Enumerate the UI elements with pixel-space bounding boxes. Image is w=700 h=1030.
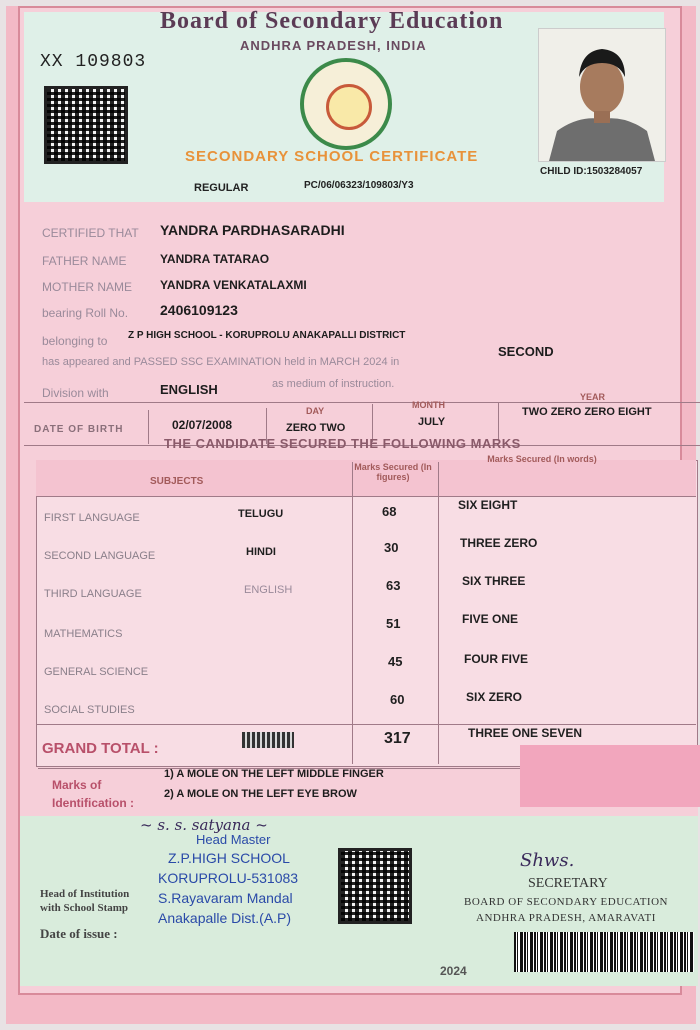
headmaster-signature: ~ s. s. satyana ~ bbox=[140, 816, 268, 834]
marks-words-mathematics: FIVE ONE bbox=[462, 612, 519, 626]
qr-code-icon bbox=[44, 86, 128, 164]
marks-figure-general-science: 45 bbox=[388, 654, 403, 669]
words-header: Marks Secured (In words) bbox=[487, 454, 597, 464]
grand-total-words: THREE ONE SEVEN bbox=[468, 726, 583, 740]
marks-table bbox=[36, 460, 698, 767]
identification-label-1: Marks of bbox=[52, 778, 102, 792]
pink-decoration bbox=[520, 745, 700, 807]
marks-figure-third-language: 63 bbox=[386, 578, 401, 593]
subject-third-language: THIRD LANGUAGE bbox=[44, 588, 142, 600]
footer-qr-code-icon bbox=[338, 848, 412, 924]
dob-day-label: DAY bbox=[306, 406, 325, 416]
grand-total-figure: 317 bbox=[384, 730, 411, 747]
head-label-2: with School Stamp bbox=[40, 902, 129, 914]
medium-value: ENGLISH bbox=[160, 382, 218, 397]
school-name: Z P HIGH SCHOOL - KORUPROLU ANAKAPALLI DISTRICT bbox=[128, 330, 406, 341]
identification-label-2: Identification : bbox=[52, 796, 134, 810]
barcode-icon bbox=[514, 932, 694, 972]
dob-day: ZERO TWO bbox=[286, 422, 346, 434]
certified-label: CERTIFIED THAT bbox=[42, 226, 139, 240]
subject-general-science: GENERAL SCIENCE bbox=[44, 666, 149, 678]
division-value: SECOND bbox=[498, 344, 554, 359]
figures-header: Marks Secured (In figures) bbox=[354, 462, 432, 482]
candidate-photo bbox=[538, 28, 666, 162]
marks-figure-first-language: 68 bbox=[382, 504, 397, 519]
stamp-line-1: Head Master bbox=[196, 832, 271, 847]
certificate-title: SECONDARY SCHOOL CERTIFICATE bbox=[185, 148, 479, 165]
marks-figure-mathematics: 51 bbox=[386, 616, 401, 631]
issue-year: 2024 bbox=[440, 964, 467, 978]
board-bottom-line-1: BOARD OF SECONDARY EDUCATION bbox=[464, 896, 668, 908]
subject-second-language: SECOND LANGUAGE bbox=[44, 550, 156, 562]
belonging-label: belonging to bbox=[42, 334, 108, 348]
marks-figure-social-studies: 60 bbox=[390, 692, 405, 707]
board-title: Board of Secondary Education bbox=[160, 8, 504, 34]
roll-number: 2406109123 bbox=[160, 302, 238, 318]
dob-year: TWO ZERO ZERO EIGHT bbox=[522, 406, 652, 418]
marks-words-third-language: SIX THREE bbox=[462, 574, 526, 588]
total-hologram-icon bbox=[242, 732, 294, 748]
subject-mathematics: MATHEMATICS bbox=[44, 628, 123, 640]
identification-mark-2: 2) A MOLE ON THE LEFT EYE BROW bbox=[164, 788, 357, 800]
board-state: ANDHRA PRADESH, INDIA bbox=[240, 38, 427, 53]
subject-social-studies: SOCIAL STUDIES bbox=[44, 704, 135, 716]
subjects-header: SUBJECTS bbox=[150, 476, 204, 487]
stamp-line-4: S.Rayavaram Mandal bbox=[158, 890, 293, 906]
marks-words-second-language: THREE ZERO bbox=[460, 536, 538, 550]
passed-text: has appeared and PASSED SSC EXAMINATION held in MARCH 2024 in bbox=[42, 356, 400, 368]
dob-year-label: YEAR bbox=[580, 392, 606, 402]
marks-heading: THE CANDIDATE SECURED THE FOLLOWING MARKS bbox=[164, 436, 521, 451]
dob-label: DATE OF BIRTH bbox=[34, 424, 124, 435]
medium-label: as medium of instruction. bbox=[272, 378, 395, 390]
father-label: FATHER NAME bbox=[42, 254, 127, 268]
grand-total-label: GRAND TOTAL : bbox=[42, 740, 159, 757]
dob-month: JULY bbox=[418, 416, 446, 428]
division-label: Division with bbox=[42, 386, 109, 400]
subject-first-language: FIRST LANGUAGE bbox=[44, 512, 140, 524]
language-first: TELUGU bbox=[238, 508, 284, 520]
identification-mark-1: 1) A MOLE ON THE LEFT MIDDLE FINGER bbox=[164, 768, 384, 780]
board-bottom-line-2: ANDHRA PRADESH, AMARAVATI bbox=[476, 912, 656, 924]
secretary-title: SECRETARY bbox=[528, 876, 608, 891]
dob-month-label: MONTH bbox=[412, 400, 445, 410]
date-of-issue-label: Date of issue : bbox=[40, 926, 118, 941]
mother-name: YANDRA VENKATALAXMI bbox=[160, 278, 307, 292]
father-name: YANDRA TATARAO bbox=[160, 252, 270, 266]
secretary-signature: Shws. bbox=[520, 850, 575, 871]
child-id: CHILD ID:1503284057 bbox=[540, 166, 643, 177]
stamp-line-3: KORUPROLU-531083 bbox=[158, 870, 299, 886]
stamp-line-2: Z.P.HIGH SCHOOL bbox=[168, 850, 290, 866]
mother-label: MOTHER NAME bbox=[42, 280, 132, 294]
regular-label: REGULAR bbox=[194, 182, 249, 194]
marks-figure-second-language: 30 bbox=[384, 540, 399, 555]
stamp-line-5: Anakapalle Dist.(A.P) bbox=[158, 910, 292, 926]
marks-words-social-studies: SIX ZERO bbox=[466, 690, 523, 704]
serial-number: XX 109803 bbox=[40, 52, 147, 72]
language-third: ENGLISH bbox=[244, 584, 293, 596]
dob-value: 02/07/2008 bbox=[172, 418, 233, 432]
candidate-name: YANDRA PARDHASARADHI bbox=[160, 222, 345, 238]
head-label-1: Head of Institution bbox=[40, 888, 130, 900]
pc-number: PC/06/06323/109803/Y3 bbox=[304, 180, 414, 191]
language-second: HINDI bbox=[246, 546, 276, 558]
marks-words-first-language: SIX EIGHT bbox=[458, 498, 518, 512]
state-emblem-icon bbox=[300, 58, 392, 150]
marks-words-general-science: FOUR FIVE bbox=[464, 652, 529, 666]
roll-label: bearing Roll No. bbox=[42, 306, 129, 320]
